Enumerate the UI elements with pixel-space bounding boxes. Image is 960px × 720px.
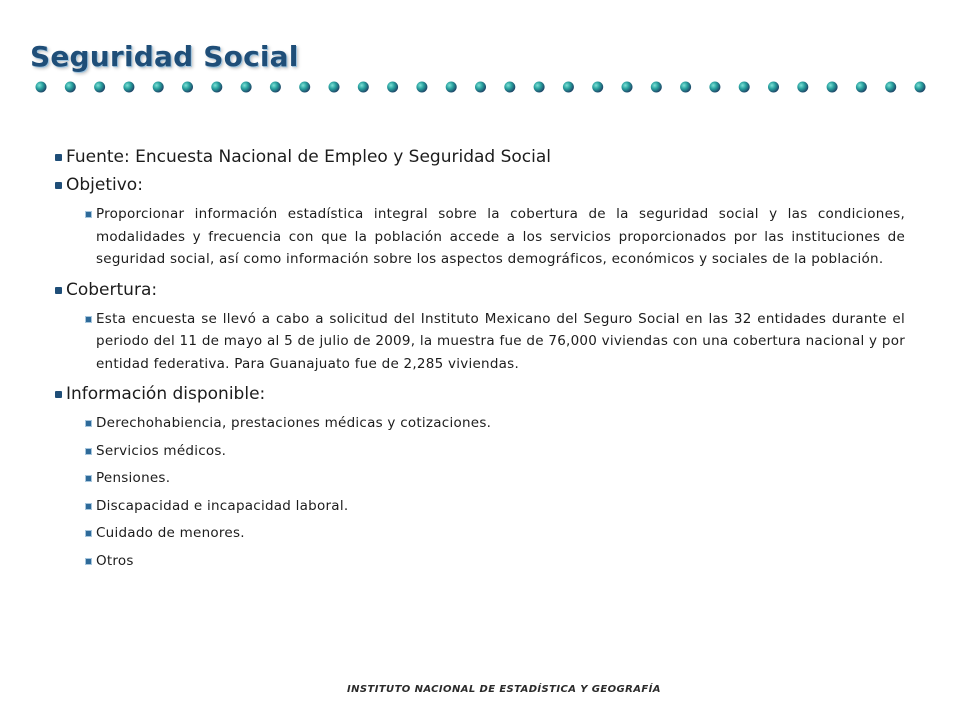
list-item bbox=[85, 467, 905, 490]
decorative-dot bbox=[416, 82, 427, 93]
decorative-dot bbox=[153, 82, 164, 93]
list-item-text: Otros bbox=[96, 552, 134, 569]
decorative-dot bbox=[768, 82, 779, 93]
decorative-dot bbox=[622, 82, 633, 93]
section-informacion-disponible bbox=[55, 384, 905, 404]
square-bullet-icon bbox=[85, 448, 92, 455]
slide-title: Seguridad Social bbox=[30, 40, 299, 73]
decorative-dot bbox=[709, 82, 720, 93]
decorative-dot bbox=[827, 82, 838, 93]
decorative-dot bbox=[387, 82, 398, 93]
section-label: Objetivo: bbox=[66, 175, 143, 195]
section-objetivo bbox=[55, 175, 905, 195]
square-bullet-icon bbox=[85, 503, 92, 510]
square-bullet-icon bbox=[55, 154, 62, 161]
objetivo-paragraph bbox=[85, 203, 905, 271]
decorative-dot bbox=[270, 82, 281, 93]
decorative-dot bbox=[182, 82, 193, 93]
square-bullet-icon bbox=[85, 475, 92, 482]
decorative-dot bbox=[358, 82, 369, 93]
list-item-text: Servicios médicos. bbox=[96, 442, 227, 459]
square-bullet-icon bbox=[85, 211, 92, 218]
list-item-text: Cuidado de menores. bbox=[96, 525, 245, 541]
section-fuente bbox=[55, 147, 905, 167]
decorative-dot-row bbox=[32, 77, 932, 97]
square-bullet-icon bbox=[85, 530, 92, 537]
square-bullet-icon bbox=[55, 287, 62, 294]
decorative-dot bbox=[797, 82, 808, 93]
square-bullet-icon bbox=[55, 182, 62, 189]
section-label: Cobertura: bbox=[66, 279, 158, 300]
decorative-dot bbox=[651, 82, 662, 93]
list-item-text: Discapacidad e incapacidad laboral. bbox=[96, 497, 349, 514]
list-item bbox=[85, 522, 905, 545]
decorative-dot bbox=[299, 82, 310, 93]
decorative-dot bbox=[534, 82, 545, 93]
decorative-dot bbox=[739, 82, 750, 93]
slide-content bbox=[55, 147, 905, 577]
decorative-dot bbox=[241, 82, 252, 93]
square-bullet-icon bbox=[85, 558, 92, 565]
decorative-dot bbox=[94, 82, 105, 93]
square-bullet-icon bbox=[55, 391, 62, 398]
decorative-dot bbox=[563, 82, 574, 93]
list-item bbox=[85, 412, 905, 435]
decorative-dot bbox=[680, 82, 691, 93]
list-item bbox=[85, 440, 905, 463]
list-item bbox=[85, 495, 905, 518]
decorative-dot bbox=[885, 82, 896, 93]
decorative-dot bbox=[592, 82, 603, 93]
decorative-dot bbox=[211, 82, 222, 93]
decorative-dot bbox=[65, 82, 76, 93]
list-item-text: Derechohabiencia, prestaciones médicas y cotizaciones. bbox=[96, 415, 492, 431]
footer-institution: INSTITUTO NACIONAL DE ESTADÍSTICA Y GEOGRAFÍA bbox=[347, 684, 661, 695]
square-bullet-icon bbox=[85, 420, 92, 427]
decorative-dot bbox=[446, 82, 457, 93]
section-cobertura bbox=[55, 280, 905, 300]
decorative-dot bbox=[329, 82, 340, 93]
paragraph-text: Proporcionar información estadística integral sobre la cobertura de la seguridad social y las condiciones, modalidades y frecuencia con que la población accede a los servicios proporcionados por las instituciones de seguridad social, así como información sobre los aspectos demográficos, económicos y sociales de la población. bbox=[96, 206, 905, 267]
decorative-dot bbox=[856, 82, 867, 93]
list-item-text: Pensiones. bbox=[96, 470, 171, 486]
decorative-dot bbox=[504, 82, 515, 93]
section-label: Información disponible: bbox=[66, 384, 266, 404]
list-item bbox=[85, 550, 905, 573]
decorative-dot bbox=[36, 82, 47, 93]
section-label: Fuente: Encuesta Nacional de Empleo y Seguridad Social bbox=[66, 147, 552, 167]
decorative-dot bbox=[475, 82, 486, 93]
paragraph-text: Esta encuesta se llevó a cabo a solicitud del Instituto Mexicano del Seguro Social en las 32 entidades durante el periodo del 11 de mayo al 5 de julio de 2009, la muestra fue de 76,000 viviendas con una cobertura nacional y por entidad federativa. Para Guanajuato fue de 2,285 viviendas. bbox=[96, 310, 905, 372]
decorative-dot bbox=[915, 82, 926, 93]
decorative-dot bbox=[123, 82, 134, 93]
cobertura-paragraph bbox=[85, 308, 905, 376]
square-bullet-icon bbox=[85, 316, 92, 323]
